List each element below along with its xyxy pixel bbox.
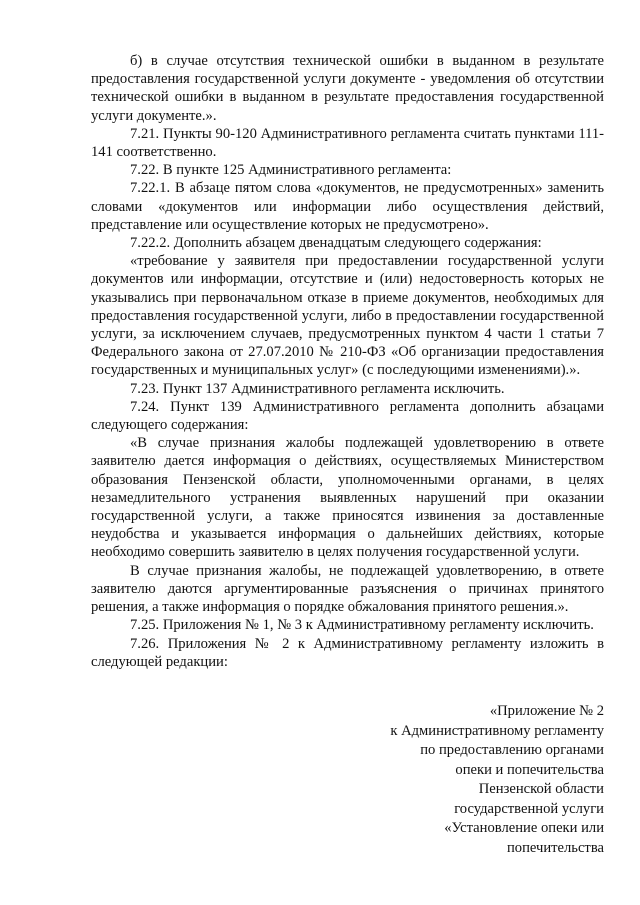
paragraph-7-22-2: 7.22.2. Дополнить абзацем двенадцатым следующего содержания: bbox=[130, 235, 542, 252]
appendix-line: к Административному регламенту bbox=[390, 722, 604, 739]
paragraph-7-26: 7.26. Приложения № 2 к Административному регламенту изложить в следующей редакции: bbox=[91, 635, 604, 670]
appendix-line: попечительства bbox=[506, 840, 604, 857]
paragraph-complaint-satisfied: «В случае признания жалобы подлежащей удовлетворению в ответе заявителю дается информация о действиях, осуществляемых Министерством образования Пензенской области, уполномоченными органами, в целях незамедлительного устранения выявленных нарушений при оказании государственной услуги, а также приносятся извинения за доставленные неудобства и указывается информация о дальнейших действиях, которые необходимо совершить заявителю в целях получения государственной услуги. bbox=[91, 435, 604, 561]
paragraph-complaint-rejected: В случае признания жалобы, не подлежащей удовлетворению, в ответе заявителю даются аргументированные разъяснения о причинах принятого решения, а также информация о порядке обжалования принятого решения.». bbox=[91, 562, 604, 616]
paragraph-7-21: 7.21. Пункты 90-120 Административного регламента считать пунктами 111-141 соответственно. bbox=[91, 125, 604, 161]
appendix-line: по предоставлению органами bbox=[420, 742, 604, 759]
paragraph-7-23: 7.23. Пункт 137 Административного регламента исключить. bbox=[130, 380, 505, 397]
paragraph-7-22-1: 7.22.1. В абзаце пятом слова «документов, не предусмотренных» заменить словами «документов или информации либо осуществления действий, представление или осуществление которых не предусмотрено». bbox=[91, 180, 604, 233]
paragraph-b-technical-error: б) в случае отсутствия технической ошибки в выданном в результате предоставления государственной услуги документе - уведомления об отсутствии технической ошибки в выданном в результате предоставления государственной услуги документе.». bbox=[91, 53, 604, 124]
appendix-line: «Установление опеки или bbox=[444, 820, 604, 837]
paragraph-quoted-requirement: «требование у заявителя при предоставлении государственной услуги документов или информации, отсутствие и (или) недостоверность которых не указывались при первоначальном отказе в приеме документов, необходимых для предоставления государственной услуги, либо в предоставлении государственной услуги, за исключением случаев, предусмотренных пунктом 4 части 1 статьи 7 Федерального закона от 27.07.2010 № 210-ФЗ «Об организации предоставления государственных и муниципальных услуг» (с последующими изменениями).». bbox=[91, 253, 604, 379]
appendix-line: государственной услуги bbox=[454, 800, 604, 817]
appendix-line: Пензенской области bbox=[478, 781, 604, 798]
appendix-header bbox=[91, 702, 604, 859]
paragraph-7-24: 7.24. Пункт 139 Административного регламента дополнить абзацами следующего содержания: bbox=[91, 398, 604, 434]
paragraph-7-22: 7.22. В пункте 125 Административного регламента: bbox=[130, 162, 452, 179]
paragraph-7-25: 7.25. Приложения № 1, № 3 к Административному регламенту исключить. bbox=[130, 617, 594, 634]
appendix-line: опеки и попечительства bbox=[455, 761, 604, 778]
appendix-line: «Приложение № 2 bbox=[489, 702, 604, 719]
